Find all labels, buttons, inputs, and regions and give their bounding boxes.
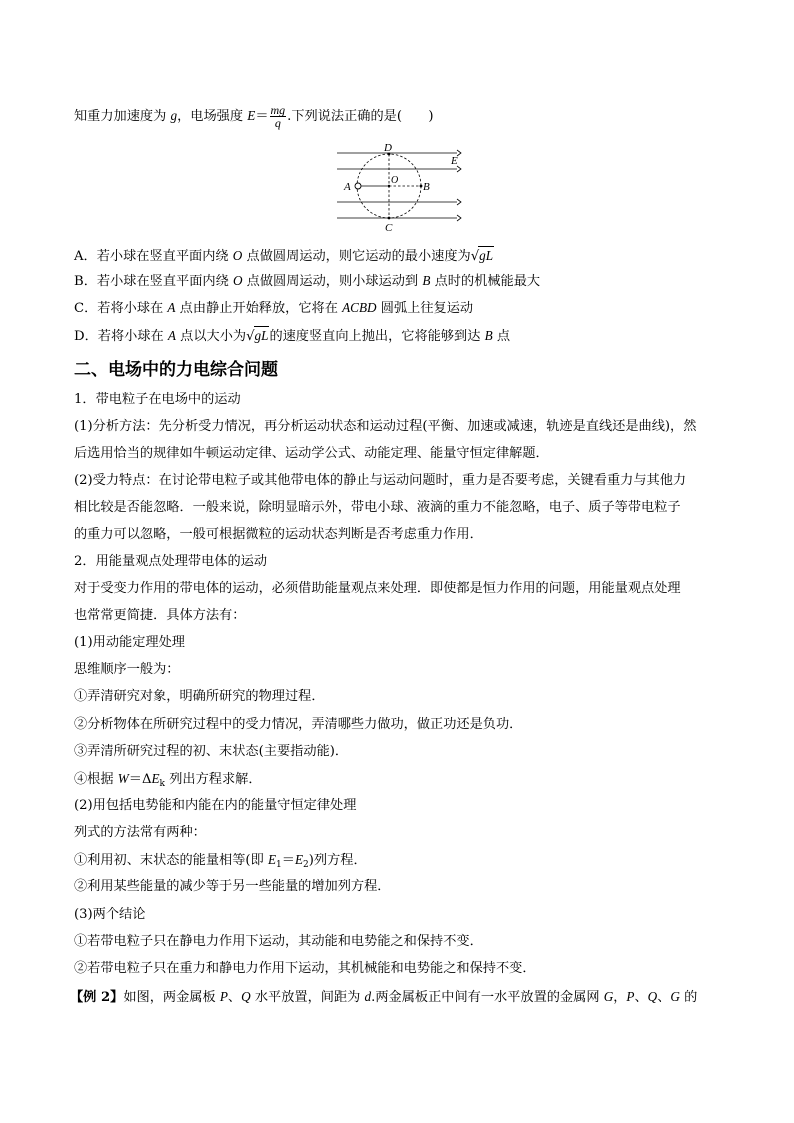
body-line-8: 对于受变力作用的带电体的运动，必须借助能量观点来处理．即使都是恒力作用的问题，用能量观点处理 xyxy=(74,581,681,596)
option-C xyxy=(74,299,473,318)
body-line-7: 2．用能量观点处理带电体的运动 xyxy=(74,554,268,569)
body-line-2: (1)分析方法：先分析受力情况，再分析运动状态和运动过程(平衡、加速或减速，轨迹是直线还是曲线)，然 xyxy=(74,419,697,434)
var-ACBD: ACBD xyxy=(342,300,377,315)
option-A-text-2: 点做圆周运动，则它运动的最小速度为 xyxy=(242,249,471,264)
body-line-21: ①若带电粒子只在静电力作用下运动，其动能和电势能之和保持不变． xyxy=(74,934,483,949)
option-D-text-4: 点 xyxy=(492,329,511,344)
var-G: G xyxy=(603,989,614,1004)
separator: 、 xyxy=(227,990,242,1005)
subscript-2: 2 xyxy=(303,860,309,870)
option-B-text-3: 点时的机械能最大 xyxy=(430,274,541,289)
subscript-k: k xyxy=(159,779,166,789)
line-18-text-2: )列方程． xyxy=(308,853,367,868)
var-E1: E xyxy=(267,852,277,867)
body-line-1: 1．带电粒子在电场中的运动 xyxy=(74,392,241,407)
arrow-head-3 xyxy=(457,199,461,205)
point-O xyxy=(388,185,390,187)
var-E: E xyxy=(247,108,256,123)
var-A: A xyxy=(167,300,176,315)
option-D xyxy=(74,326,510,346)
var-E: E xyxy=(151,771,160,786)
var-Q: Q xyxy=(647,989,658,1004)
body-line-11: 思维顺序一般为： xyxy=(74,662,180,677)
var-P: P xyxy=(219,989,228,1004)
body-line-18 xyxy=(74,851,367,874)
equals-sign: ＝ xyxy=(281,853,295,868)
body-line-12: ①弄清研究对象，明确所研究的物理过程． xyxy=(74,689,325,704)
option-C-text: C．若将小球在 xyxy=(74,301,168,316)
option-A xyxy=(74,246,494,266)
label-O: O xyxy=(391,175,399,186)
option-B xyxy=(74,272,540,291)
body-line-15 xyxy=(74,770,262,793)
line-15-text: ④根据 xyxy=(74,772,118,787)
example-text-2: 水平放置，间距为 xyxy=(250,990,365,1005)
body-line-22: ②若带电粒子只在重力和静电力作用下运动，其机械能和电势能之和保持不变． xyxy=(74,961,536,976)
var-Q: Q xyxy=(241,989,251,1004)
example-text-4: 的 xyxy=(679,990,698,1005)
point-B xyxy=(420,185,423,188)
label-D: D xyxy=(384,143,392,154)
label-C: C xyxy=(385,222,393,234)
body-line-19: ②利用某些能量的减少等于另一些能量的增加列方程． xyxy=(74,879,391,894)
label-E: E xyxy=(451,155,458,167)
option-D-text-2: 点以大小为 xyxy=(175,329,247,344)
equals-sign: ＝ xyxy=(255,109,269,124)
equals-delta: ＝Δ xyxy=(128,772,152,787)
option-D-text-3: 的速度竖直向上抛出，它将能够到达 xyxy=(269,329,485,344)
point-C xyxy=(388,217,391,220)
body-line-17: 列式的方法常有两种： xyxy=(74,825,206,840)
var-A: A xyxy=(167,328,176,343)
body-line-16: (2)用包括电势能和内能在内的能量守恒定律处理 xyxy=(74,798,357,813)
fraction-numerator: mg xyxy=(270,103,286,117)
body-line-20: (3)两个结论 xyxy=(74,907,146,922)
label-A: A xyxy=(344,181,351,193)
var-E2: E xyxy=(294,852,304,867)
fraction-denominator: q xyxy=(274,116,281,130)
sqrt-gL: gL xyxy=(479,248,494,263)
body-line-14: ③弄清所研究过程的初、末状态(主要指动能)． xyxy=(74,744,349,759)
line-18-text: ①利用初、末状态的能量相等(即 xyxy=(74,853,268,868)
sqrt-sign: √ xyxy=(246,329,255,344)
option-B-text-2: 点做圆周运动，则小球运动到 xyxy=(242,274,423,289)
intro-text-2: ，电场强度 xyxy=(177,109,248,124)
var-B: B xyxy=(422,273,431,288)
body-line-6: 的重力可以忽略，一般可根据微粒的运动状态判断是否考虑重力作用． xyxy=(74,527,483,542)
section-heading: 二、电场中的力电综合问题 xyxy=(74,360,278,380)
var-P: P xyxy=(626,989,635,1004)
option-C-text-3: 圆弧上往复运动 xyxy=(376,301,474,316)
option-A-text: A．若小球在竖直平面内绕 xyxy=(74,249,233,264)
body-line-3: 后选用恰当的规律如牛顿运动定律、运动学公式、动能定理、能量守恒定律解题． xyxy=(74,446,549,461)
option-D-text: D．若将小球在 xyxy=(74,329,168,344)
var-d: d xyxy=(364,989,372,1004)
separator: 、 xyxy=(657,990,671,1005)
question-intro xyxy=(74,104,434,129)
separator: 、 xyxy=(634,990,648,1005)
subscript-1: 1 xyxy=(276,860,282,870)
sqrt-gL: gL xyxy=(254,328,269,343)
label-B: B xyxy=(423,181,430,193)
intro-text-3: .下列说法正确的是( ) xyxy=(287,109,434,124)
ball-A xyxy=(355,183,361,189)
example-text: 如图，两金属板 xyxy=(123,990,220,1005)
example-text-3: .两金属板正中间有一水平放置的金属网 xyxy=(371,990,604,1005)
var-O: O xyxy=(232,248,243,263)
option-B-text: B．若小球在竖直平面内绕 xyxy=(74,274,233,289)
body-line-4: (2)受力特点：在讨论带电粒子或其他带电体的静止与运动问题时，重力是否要考虑，关键看重力与其他力 xyxy=(74,473,687,488)
var-O: O xyxy=(232,273,243,288)
sqrt-sign: √ xyxy=(470,249,480,264)
body-line-13: ②分析物体在所研究过程中的受力情况，弄清哪些力做功，做正功还是负功． xyxy=(74,717,523,732)
var-g: g xyxy=(170,108,178,123)
example-tag: 【例 2】 xyxy=(70,990,124,1005)
var-G: G xyxy=(670,989,680,1004)
field-circle-diagram xyxy=(333,143,473,239)
option-C-text-2: 点由静止开始释放，它将在 xyxy=(175,301,343,316)
body-line-5: 相比较是否能忽略．一般来说，除明显暗示外，带电小球、液滴的重力不能忽略，电子、质子等带电粒子 xyxy=(74,500,681,515)
intro-text: 知重力加速度为 xyxy=(74,109,171,124)
body-line-10: (1)用动能定理处理 xyxy=(74,635,185,650)
arrow-head-4 xyxy=(457,215,461,221)
var-B: B xyxy=(484,328,493,343)
line-15-text-2: 列出方程求解． xyxy=(165,772,262,787)
var-W: W xyxy=(117,771,129,786)
example-2-line xyxy=(70,988,697,1007)
body-line-9: 也常常更简捷．具体方法有： xyxy=(74,608,246,623)
fraction-mg-over-q xyxy=(270,104,287,129)
separator: ， xyxy=(613,990,627,1005)
